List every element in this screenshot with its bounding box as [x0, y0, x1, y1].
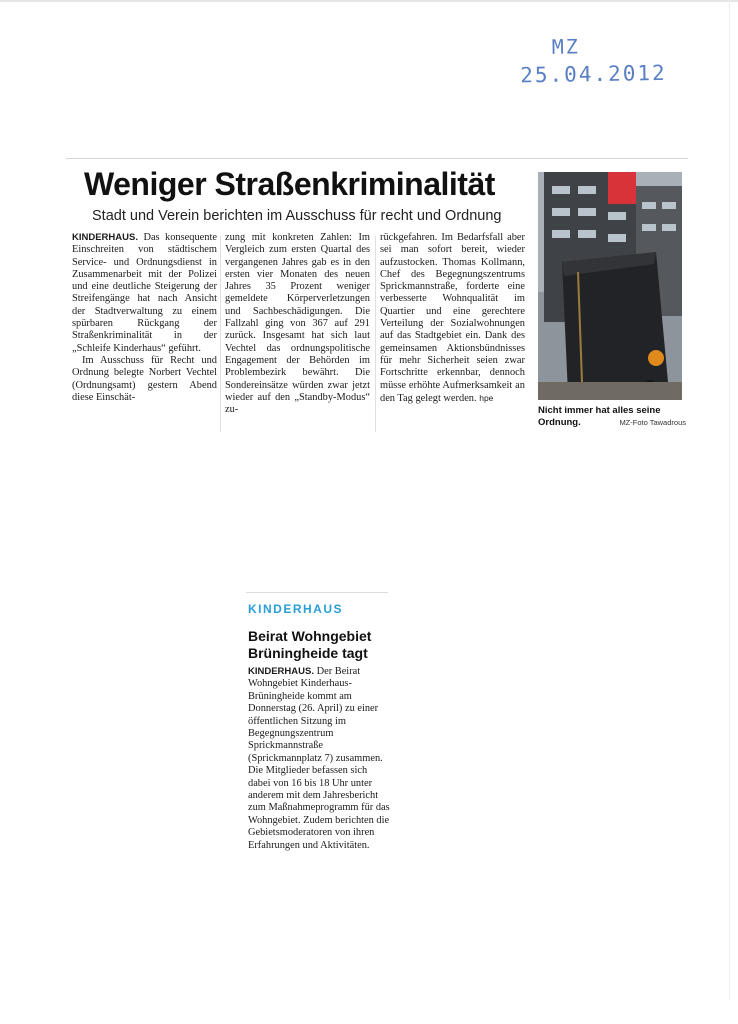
clipping-border — [66, 158, 688, 159]
handwritten-date: 25.04.2012 — [520, 60, 667, 88]
photo-credit: MZ-Foto Tawadrous — [619, 418, 686, 427]
photo-caption — [538, 405, 686, 429]
article-subheadline: Stadt und Verein berichten im Ausschuss für recht und Ordnung — [92, 208, 502, 224]
page-edge-right — [729, 0, 730, 1000]
paragraph — [248, 666, 390, 852]
section-label: KINDERHAUS — [248, 602, 344, 616]
article-column-2 — [225, 232, 370, 416]
column-divider — [220, 236, 221, 432]
dateline: KINDERHAUS. — [72, 232, 138, 243]
paragraph-text: Im Ausschuss für Recht und Ordnung belegte Norbert Vechtel (Ordnungsamt) gestern Abend diese Einschät- — [72, 354, 217, 403]
paragraph — [380, 232, 525, 405]
caption-text: Nicht immer hat alles seine Ordnung. — [538, 405, 661, 428]
article-headline: Weniger Straßenkriminalität — [84, 166, 495, 202]
paragraph-text: Das konsequente Einschreiten von städtischem Service- und Ordnungsdienst in Zusammenarbeit mit der Polizei und eine deutliche Steigerung der Streifengänge hat nach Ansicht der Stadtverwaltung zu einem spürbaren Rückgang der Straßenkriminalität in der „Schleife Kinderhaus“ geführt. — [72, 232, 217, 354]
column-divider — [375, 236, 376, 432]
paragraph — [72, 232, 217, 355]
article-headline-2: Beirat Wohngebiet Brüningheide tagt — [248, 628, 372, 661]
article-column-3 — [380, 232, 525, 405]
dateline: KINDERHAUS. — [248, 666, 314, 677]
article-body-2 — [248, 666, 390, 852]
article-column-1 — [72, 232, 217, 404]
page-edge — [0, 0, 738, 2]
paragraph-text: rückgefahren. Im Bedarfsfall aber sei man sofort bereit, wieder aufzustocken. Thomas Kollmann, Chef des Begegnungszentrums Sprickmannstraße, forderte eine verbesserte Wohnqualität im Quartier und eine gerechtere Verteilung der Sozialwohnungen auf das Stadtgebiet ein. Dank des gemeinsamen Aktionsbündnisses für mehr Sicherheit seien zwar Fortschritte erkennbar, dennoch müsse erhöhte Aufmerksamkeit an den Tag gelegt werden. — [380, 232, 525, 404]
handwritten-annotation — [520, 33, 681, 88]
clipping-border — [246, 592, 388, 593]
article-photo — [538, 172, 682, 400]
author-byline: hpe — [479, 392, 494, 403]
paragraph-text: zung mit konkreten Zahlen: Im Vergleich zum ersten Quartal des vergangenen Jahres gab es in den ersten vier Monaten des neuen Jahres 35 Prozent weniger gemeldete Körperverletzungen und Sachbeschädigungen. Die Fallzahl ging von 367 auf 291 zurück. Insgesamt hat sich laut Vechtel das ordnungspolitische Engagement der Behörden im Problembezirk bewährt. Die Sondereinsätze würden zwar jetzt wieder auf den „Standby-Modus“ zu- — [225, 232, 370, 416]
paragraph-text: Der Beirat Wohngebiet Kinderhaus-Brüningheide kommt am Donnerstag (26. April) zu einer öffentlichen Sitzung im Begegnungszentrum Sprickmannstraße (Sprickmannplatz 7) zusammen. Die Mitglieder befassen sich dabei von 16 bis 18 Uhr unter anderem mit dem Jahresbericht zum Maßnahmeprogramm für das Wohngebiet. Zudem berichten die Gebietsmoderatoren von ihren Erfahrungen und Aktivitäten. — [248, 666, 390, 851]
photo-illustration — [538, 172, 682, 400]
handwritten-source: MZ — [551, 34, 581, 59]
